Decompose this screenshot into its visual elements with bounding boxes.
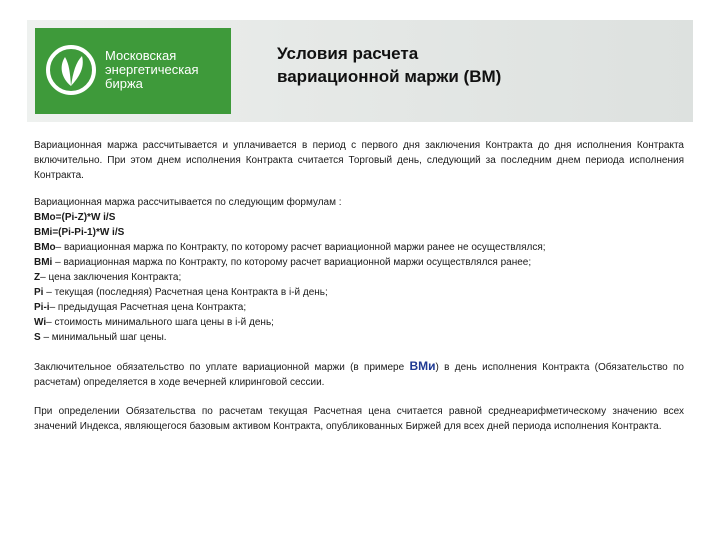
slide-title-line-1: Условия расчета (277, 44, 419, 63)
logo-text (105, 49, 199, 91)
term-pi: Pi (34, 287, 44, 298)
definition-pi-prev (34, 300, 684, 315)
final-obligation-text-1: Заключительное обязательство по уплате вариационной маржи (в примере (34, 362, 410, 373)
leaf-logo-icon (45, 44, 97, 96)
header-banner (27, 20, 693, 122)
logo-line-3: биржа (105, 76, 143, 91)
term-pi-prev: Pi-i (34, 302, 50, 313)
definition-vmi (34, 255, 684, 270)
formulas-intro: Вариационная маржа рассчитывается по следующим формулам : (34, 197, 342, 208)
definition-s (34, 330, 684, 345)
formula-vm0: ВМо=(Pi-Z)*W i/S (34, 212, 116, 223)
final-obligation-text-2: ) в день исполнения Контракта (Обязательство по расчетам) определяется в ходе вечерней клиринговой сессии. (34, 362, 684, 388)
definition-pi-prev-text: – предыдущая Расчетная цена Контракта; (49, 302, 247, 313)
exchange-logo (35, 28, 231, 114)
definition-vmi-text: – вариационная маржа по Контракту, по которому расчет вариационной маржи осуществлялся ранее; (52, 257, 532, 268)
definition-s-text: – минимальный шаг цены. (40, 332, 167, 343)
slide-title (277, 42, 501, 88)
definition-pi (34, 285, 684, 300)
logo-line-2: энергетическая (105, 62, 199, 77)
formula-vmi: ВМi=(Pi-Pi-1)*W i/S (34, 227, 125, 238)
term-s: S (34, 332, 41, 343)
definition-z (34, 270, 684, 285)
definition-vm0 (34, 240, 684, 255)
term-wi: Wi (34, 317, 47, 328)
vmi-highlight: ВМи (409, 359, 436, 373)
slide-body (34, 138, 684, 434)
paragraph-final-obligation (34, 359, 684, 390)
paragraph-margin-period: Вариационная маржа рассчитывается и уплачивается в период с первого дня заключения Контракта до дня исполнения Контракта включительно. При этом днем исполнения Контракта считается Торговый день, следующий за последним днем периода исполнения Контракта. (34, 140, 684, 181)
definition-vm0-text: – вариационная маржа по Контракту, по которому расчет вариационной маржи ранее не осуществлялся; (55, 242, 546, 253)
definition-wi-text: – стоимость минимального шага цены в i-й день; (46, 317, 274, 328)
logo-line-1: Московская (105, 48, 177, 63)
term-vm0: ВМо (34, 242, 56, 253)
term-z: Z (34, 272, 41, 283)
term-vmi: ВМi (34, 257, 53, 268)
paragraph-settlement-price: При определении Обязательства по расчетам текущая Расчетная цена считается равной среднеарифметическому значению всех значений Индекса, являющегося базовым активом Контракта, опубликованных Биржей для всех дней периода исполнения Контракта. (34, 406, 684, 432)
slide-title-line-2: вариационной маржи (ВМ) (277, 67, 502, 86)
definition-z-text: – цена заключения Контракта; (40, 272, 182, 283)
definition-pi-text: – текущая (последняя) Расчетная цена Контракта в i-й день; (43, 287, 328, 298)
definition-wi (34, 315, 684, 330)
